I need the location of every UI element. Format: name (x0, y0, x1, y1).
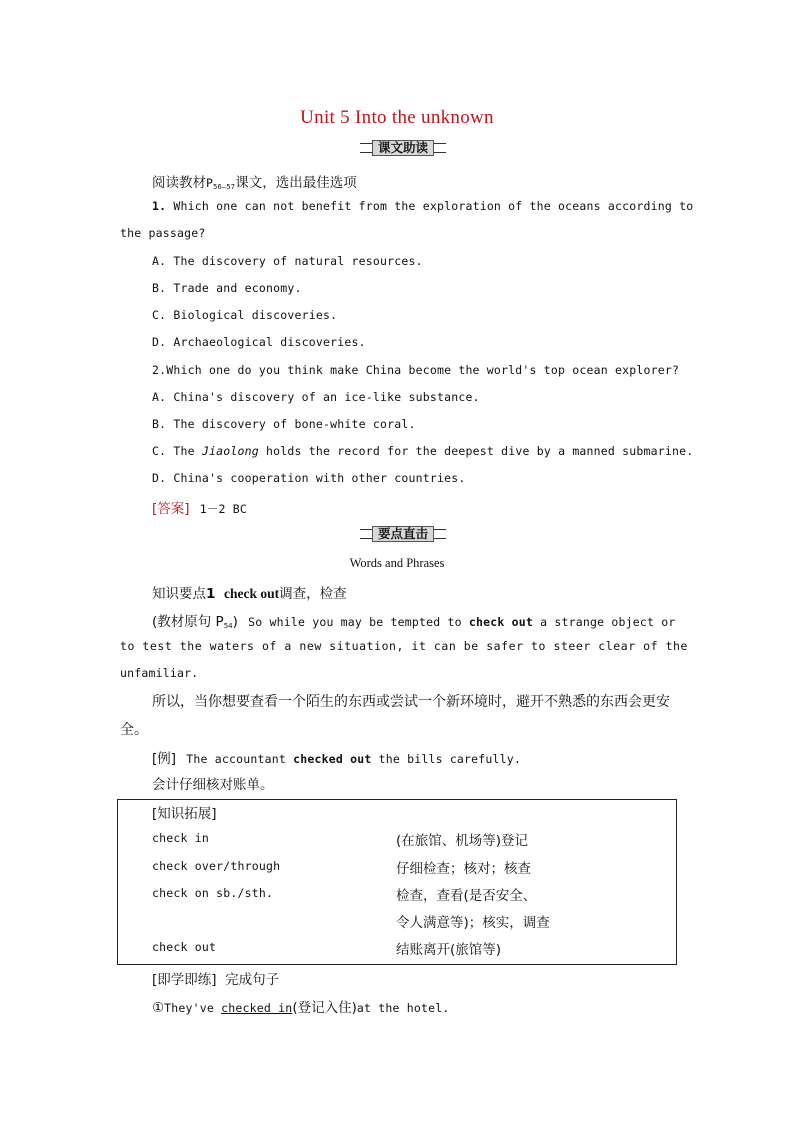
question-1-line2: the passage? (120, 226, 206, 240)
exercise-hint: (登记入住) (292, 1000, 357, 1016)
q1-option-d: D. Archaeological discoveries. (152, 335, 366, 349)
source-sentence-line1 (152, 610, 676, 630)
point-meaning: 调查，检查 (279, 586, 347, 602)
extension-row-cn: 仔细检查；核对；核查 (396, 861, 531, 877)
extension-row-cn: 令人满意等)；核实，调查 (396, 915, 550, 931)
answer-label: [答案] (152, 501, 190, 517)
exercise-answer: checked in (221, 1001, 293, 1015)
extension-header: [知识拓展] (152, 806, 217, 822)
question-1-number: 1. (152, 199, 167, 213)
source-post: a strange object or (533, 615, 676, 629)
extension-row-en: check over/through (152, 859, 281, 873)
instruction-page: P (206, 176, 214, 190)
example-pre: The accountant (186, 752, 294, 766)
q2-option-b: B. The discovery of bone-white coral. (152, 417, 416, 431)
q2-option-c-pre: C. The (152, 444, 202, 458)
instruction-page-range: 56—57 (213, 183, 236, 191)
extension-row-en: check out (152, 940, 217, 954)
source-sentence-line3: unfamiliar. (120, 666, 199, 680)
practice-line (152, 968, 279, 988)
instruction-prefix: 阅读教材 (152, 175, 206, 191)
question-2: 2.Which one do you think make China become the world's top ocean explorer? (152, 363, 680, 377)
exercise-pre: They've (164, 1001, 222, 1015)
example-label: [例] (152, 751, 177, 767)
source-page: 54 (223, 622, 233, 630)
source-bold: check out (468, 615, 534, 629)
source-pre: So while you may be tempted to (248, 615, 469, 629)
knowledge-point-1 (152, 582, 347, 602)
answer-value: 1－2 BC (199, 502, 248, 516)
reading-instruction (152, 171, 357, 191)
example-post: the bills carefully. (371, 752, 522, 766)
banner-label: 要点直击 (372, 526, 434, 542)
exercise-post: at the hotel. (356, 1001, 450, 1015)
extension-row-cn: (在旅馆、机场等)登记 (396, 833, 529, 849)
source-sentence-line2: to test the waters of a new situation, it can be safer to steer clear of the (120, 639, 688, 653)
page-title: Unit 5 Into the unknown (300, 107, 494, 128)
question-1-line1 (152, 199, 693, 213)
translation-line1: 所以，当你想要查看一个陌生的东西或尝试一个新环境时，避开不熟悉的东西会更安 (152, 694, 670, 710)
practice-task: 完成句子 (225, 972, 280, 988)
practice-label: [即学即练] (152, 972, 217, 988)
source-label: (教材原句 P (152, 614, 224, 630)
example-line (152, 747, 521, 767)
q1-option-c: C. Biological discoveries. (152, 308, 338, 322)
q2-option-c-post: holds the record for the deepest dive by a manned submarine. (258, 444, 694, 458)
q1-option-b: B. Trade and economy. (152, 281, 302, 295)
point-phrase: check out (224, 586, 280, 601)
section-banner-reading (360, 140, 446, 156)
example-translation: 会计仔细核对账单。 (152, 777, 274, 793)
banner-left-bar (360, 143, 372, 153)
words-phrases-heading: Words and Phrases (349, 556, 445, 570)
question-1-text: Which one can not benefit from the exploration of the oceans according to (173, 199, 694, 213)
extension-row-en: check on sb./sth. (152, 886, 274, 900)
exercise-number: ① (152, 1000, 165, 1016)
instruction-suffix: 课文，选出最佳选项 (235, 175, 357, 191)
extension-row-cn: 检查，查看(是否安全、 (396, 888, 537, 904)
point-number: 1 (206, 586, 216, 602)
translation-line2: 全。 (120, 722, 148, 738)
example-bold: checked out (293, 752, 372, 766)
source-close: ) (232, 614, 238, 630)
q1-option-a: A. The discovery of natural resources. (152, 254, 423, 268)
banner-right-bar (434, 529, 446, 539)
banner-label: 课文助读 (372, 140, 434, 156)
exercise-1 (152, 996, 450, 1016)
extension-row-cn: 结账离开(旅馆等) (396, 942, 502, 958)
q2-option-c (152, 444, 693, 458)
banner-right-bar (434, 143, 446, 153)
q2-option-a: A. China's discovery of an ice-like substance. (152, 390, 480, 404)
point-label: 知识要点 (152, 586, 206, 602)
q2-option-c-italic: Jiaolong (201, 444, 259, 458)
q2-option-d: D. China's cooperation with other countries. (152, 471, 466, 485)
answer-line (152, 497, 247, 517)
banner-left-bar (360, 529, 372, 539)
section-banner-key-points (360, 526, 446, 542)
extension-row-en: check in (152, 831, 209, 845)
